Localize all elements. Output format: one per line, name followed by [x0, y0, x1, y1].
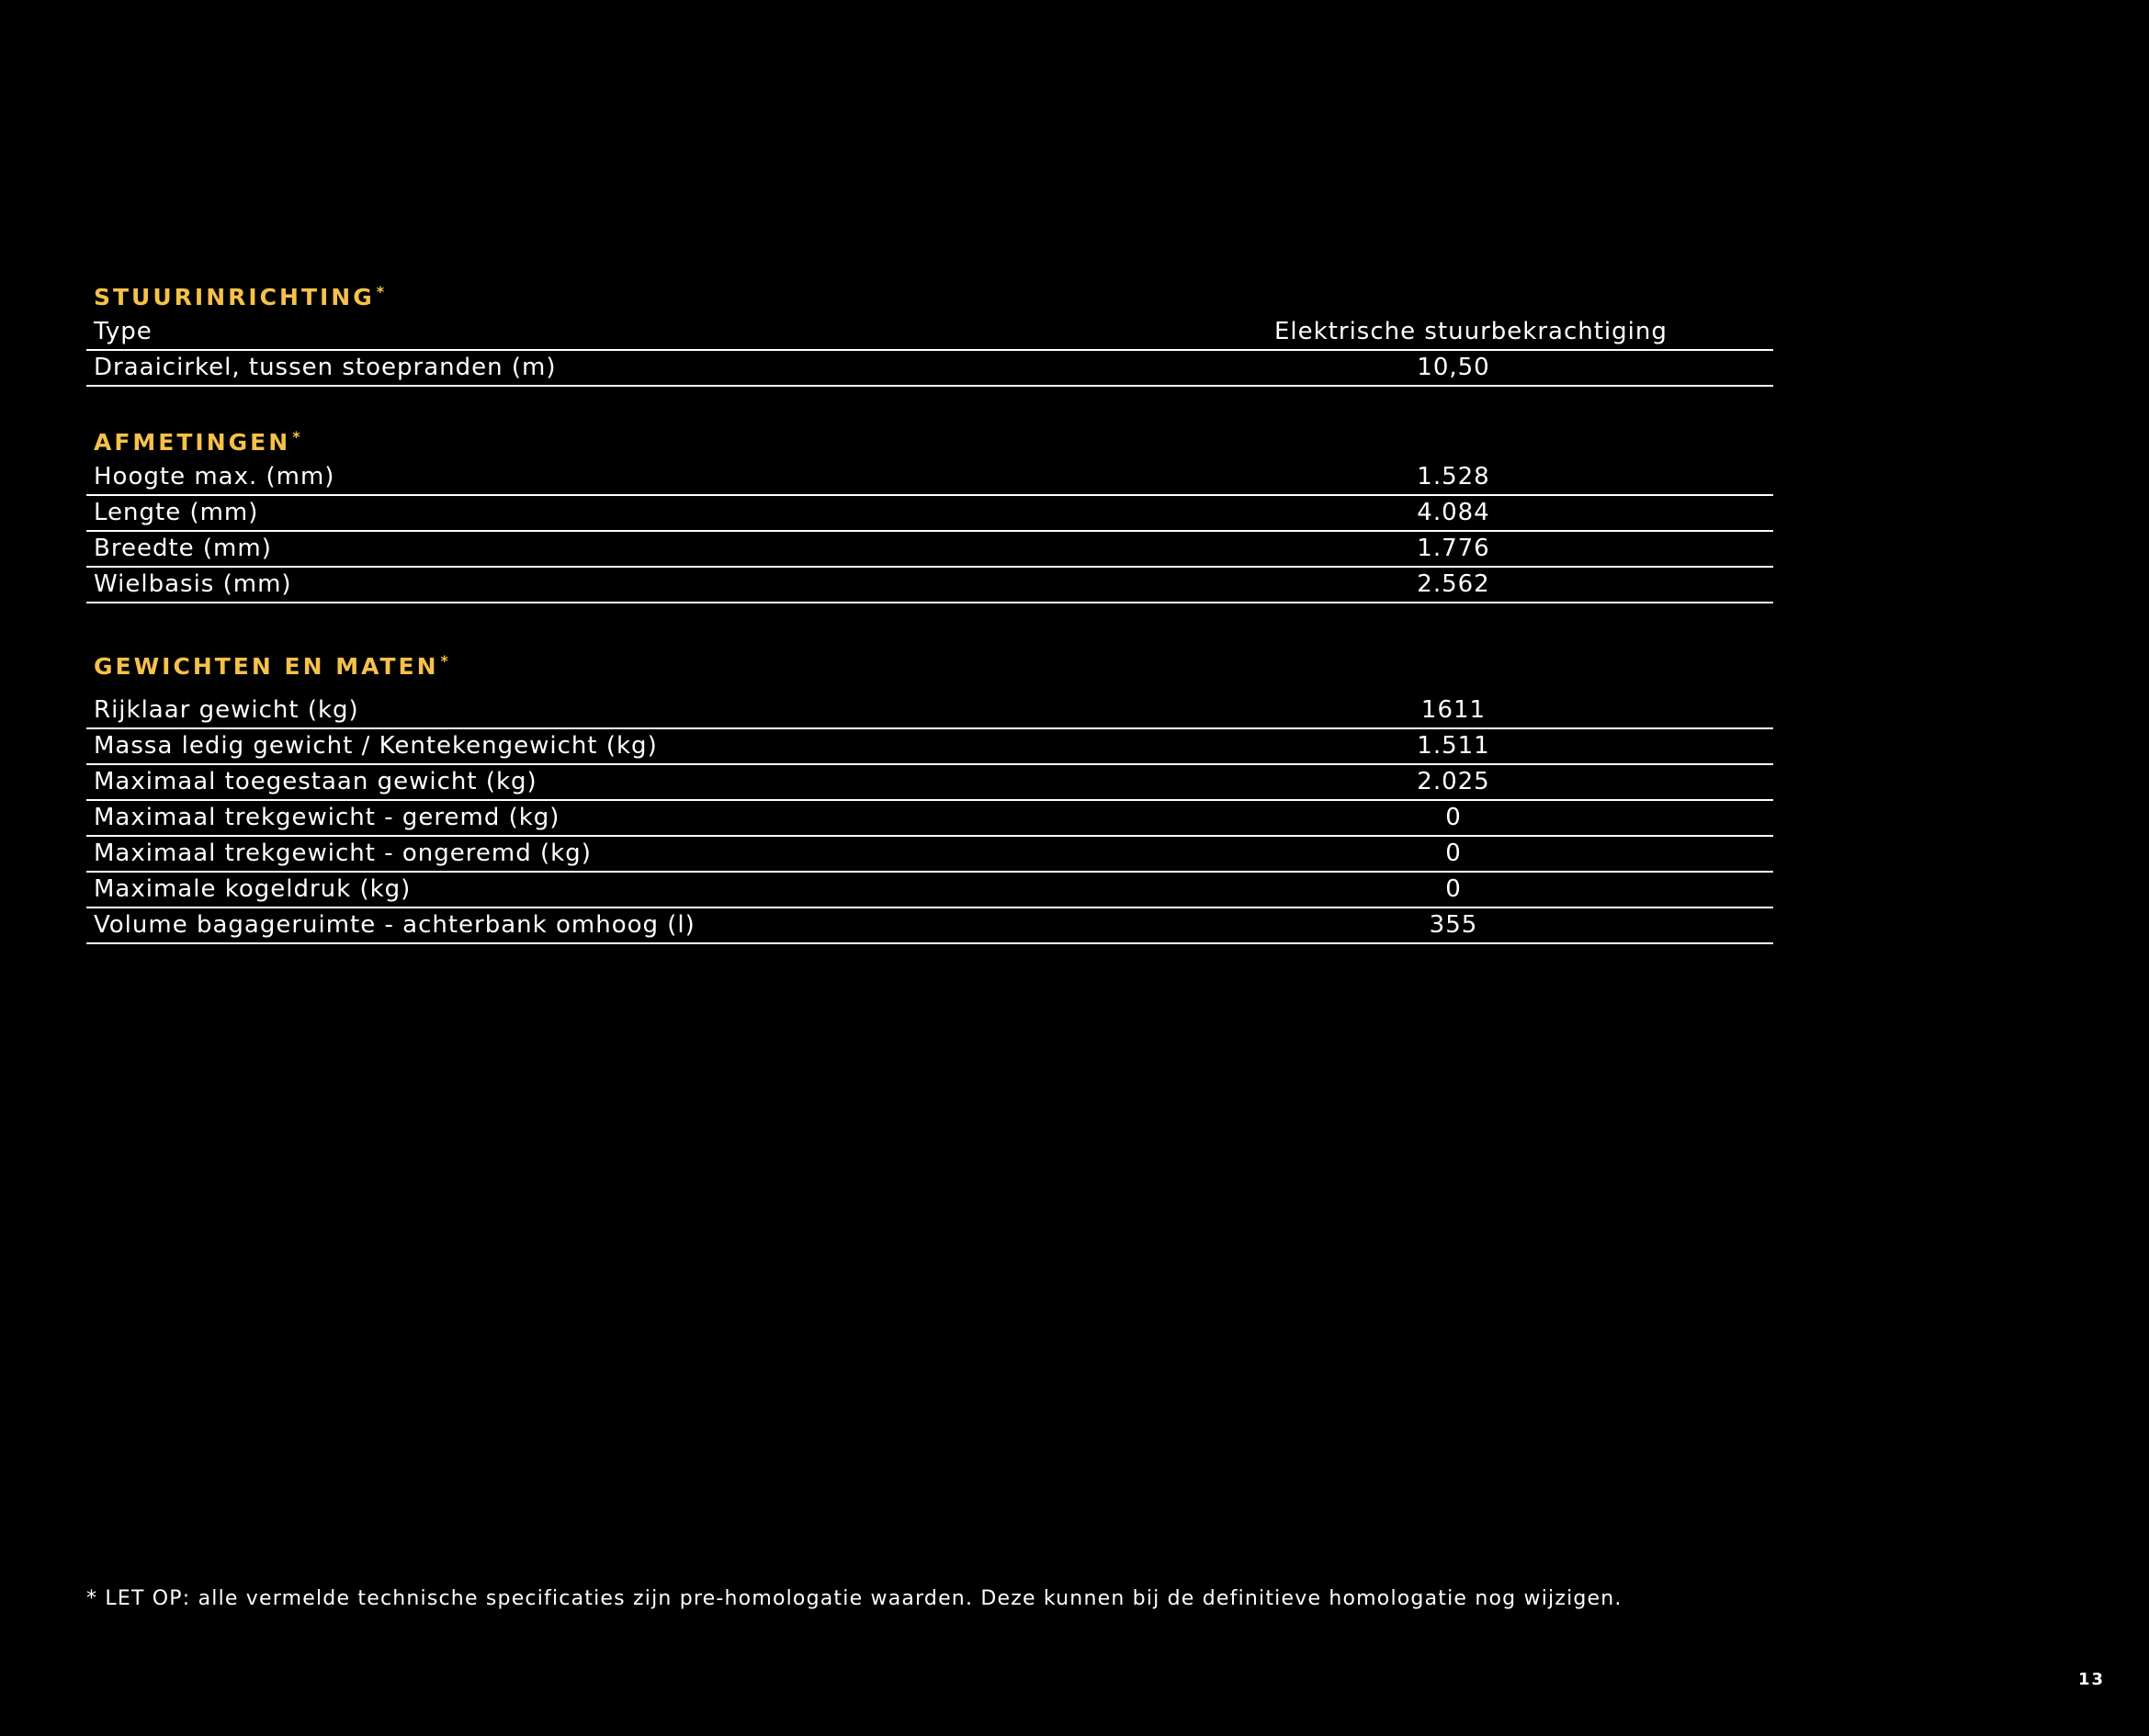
spec-row	[86, 532, 1773, 568]
spec-row	[86, 729, 1773, 765]
spec-value: 10,50	[1417, 354, 1490, 381]
section-weights	[86, 649, 1773, 944]
spec-label: Type	[94, 318, 153, 345]
footnote: * LET OP: alle vermelde technische specificaties zijn pre-homologatie waarden. Deze kunnen bij de definitieve homologatie nog wijzigen.	[86, 1587, 1623, 1610]
spec-value: 2.025	[1417, 768, 1490, 795]
asterisk-marker: *	[376, 283, 385, 300]
spec-value: 1611	[1420, 696, 1487, 724]
spec-value: 355	[1429, 911, 1478, 939]
spec-value: 1.511	[1417, 732, 1490, 760]
spec-row	[86, 693, 1773, 729]
spec-value: 0	[1445, 840, 1462, 867]
spec-label: Hoogte max. (mm)	[94, 463, 335, 490]
spec-row	[86, 315, 1773, 351]
spec-row	[86, 460, 1773, 496]
spec-label: Rijklaar gewicht (kg)	[94, 696, 359, 724]
asterisk-marker: *	[292, 428, 300, 445]
spec-value: 1.776	[1417, 535, 1490, 562]
asterisk-marker: *	[440, 652, 448, 670]
section-steering	[86, 280, 1773, 387]
section-dimensions	[86, 425, 1773, 603]
spec-row	[86, 908, 1773, 944]
spec-row	[86, 568, 1773, 603]
section-title-weights: GEWICHTEN EN MATEN *	[94, 652, 448, 680]
spec-value: 0	[1445, 875, 1462, 903]
section-title-steering: STUURINRICHTING *	[94, 283, 385, 310]
spec-row	[86, 801, 1773, 837]
spec-row	[86, 496, 1773, 532]
spec-label: Volume bagageruimte - achterbank omhoog (l)	[94, 911, 696, 939]
spec-row	[86, 837, 1773, 873]
spec-value: 0	[1445, 804, 1462, 831]
spec-value: 4.084	[1417, 499, 1490, 526]
spec-label: Maximale kogeldruk (kg)	[94, 875, 412, 903]
spec-label: Draaicirkel, tussen stoepranden (m)	[94, 354, 557, 381]
spec-label: Wielbasis (mm)	[94, 570, 292, 598]
spec-label: Massa ledig gewicht / Kentekengewicht (kg)	[94, 732, 658, 760]
spec-row	[86, 873, 1773, 908]
spec-label: Maximaal trekgewicht - ongeremd (kg)	[94, 840, 592, 867]
spec-value: Elektrische stuurbekrachtiging	[1274, 318, 1668, 345]
spec-label: Breedte (mm)	[94, 535, 272, 562]
section-title-dimensions: AFMETINGEN *	[94, 428, 300, 456]
spec-value: 2.562	[1417, 570, 1490, 598]
spec-value: 1.528	[1417, 463, 1490, 490]
spec-label: Maximaal toegestaan gewicht (kg)	[94, 768, 537, 795]
spec-row	[86, 351, 1773, 387]
spec-label: Lengte (mm)	[94, 499, 259, 526]
spec-row	[86, 765, 1773, 801]
spec-label: Maximaal trekgewicht - geremd (kg)	[94, 804, 560, 831]
page-number: 13	[2077, 1670, 2105, 1689]
